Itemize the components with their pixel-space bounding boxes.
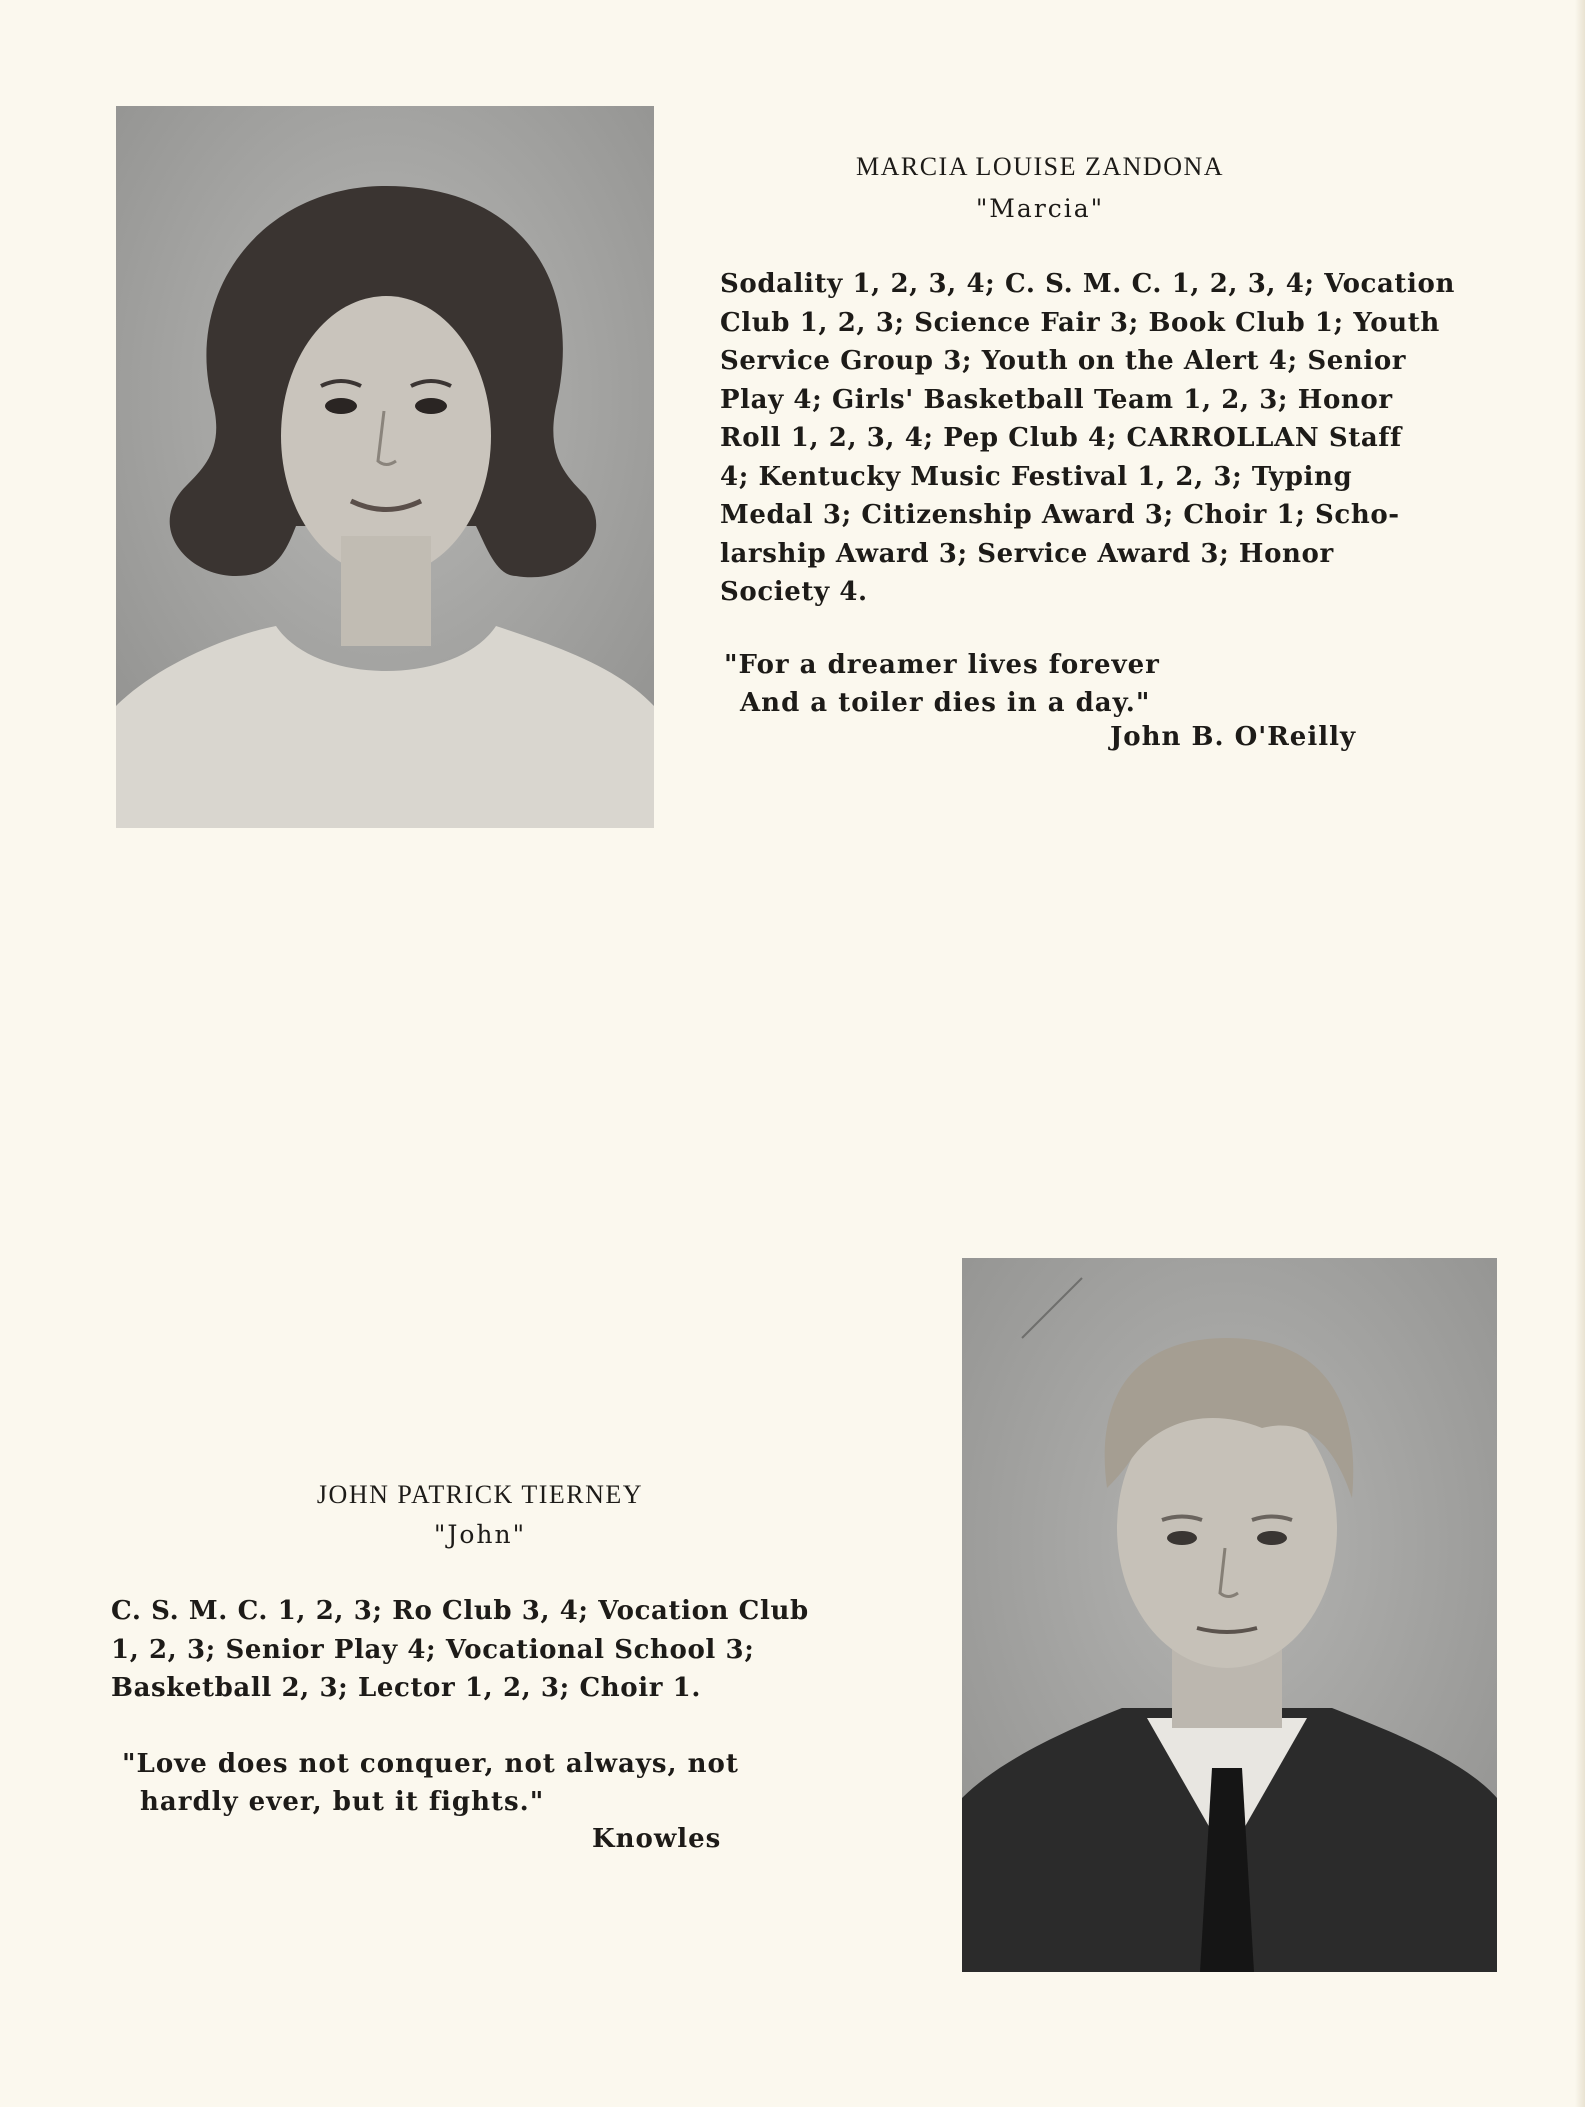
activities-line: Medal 3; Citizenship Award 3; Choir 1; Scho- xyxy=(720,500,1400,530)
activities-line: 4; Kentucky Music Festival 1, 2, 3; Typing xyxy=(720,461,1353,492)
student-nickname: "John" xyxy=(433,1520,527,1549)
activities-list xyxy=(111,1592,809,1708)
portrait-illustration xyxy=(116,106,654,828)
quote-line: hardly ever, but it fights." xyxy=(140,1787,545,1817)
quote-line: "Love does not conquer, not always, not xyxy=(122,1749,739,1779)
senior-quote xyxy=(724,646,1160,722)
student-name: JOHN PATRICK TIERNEY xyxy=(316,1480,644,1509)
student-nickname: "Marcia" xyxy=(975,194,1105,223)
activities-line: Play 4; Girls' Basketball Team 1, 2, 3; Honor xyxy=(720,384,1393,415)
student-name: MARCIA LOUISE ZANDONA xyxy=(855,152,1225,181)
activities-line: Society 4. xyxy=(720,577,868,607)
senior-quote xyxy=(122,1745,739,1821)
quote-author: John B. O'Reilly xyxy=(1110,722,1357,752)
quote-line: "For a dreamer lives forever xyxy=(724,650,1160,680)
activities-line: 1, 2, 3; Senior Play 4; Vocational School 3; xyxy=(111,1634,755,1665)
activities-line: Sodality 1, 2, 3, 4; C. S. M. C. 1, 2, 3, 4; Vocation xyxy=(720,269,1455,299)
activities-line: Service Group 3; Youth on the Alert 4; Senior xyxy=(720,346,1407,376)
portrait-illustration xyxy=(962,1258,1497,1972)
activities-line: larship Award 3; Service Award 3; Honor xyxy=(720,538,1334,569)
activities-line: C. S. M. C. 1, 2, 3; Ro Club 3, 4; Vocation Club xyxy=(111,1596,809,1626)
page-edge xyxy=(1575,0,1585,2107)
activities-line: Club 1, 2, 3; Science Fair 3; Book Club 1; Youth xyxy=(720,307,1440,338)
activities-line: Roll 1, 2, 3, 4; Pep Club 4; CARROLLAN Staff xyxy=(720,423,1402,453)
quote-author: Knowles xyxy=(592,1824,722,1854)
activities-line: Basketball 2, 3; Lector 1, 2, 3; Choir 1. xyxy=(111,1673,701,1703)
senior-portrait-photo-male xyxy=(962,1258,1497,1972)
activities-list xyxy=(720,265,1455,612)
senior-portrait-photo-female xyxy=(116,106,654,828)
quote-line: And a toiler dies in a day." xyxy=(740,688,1151,718)
